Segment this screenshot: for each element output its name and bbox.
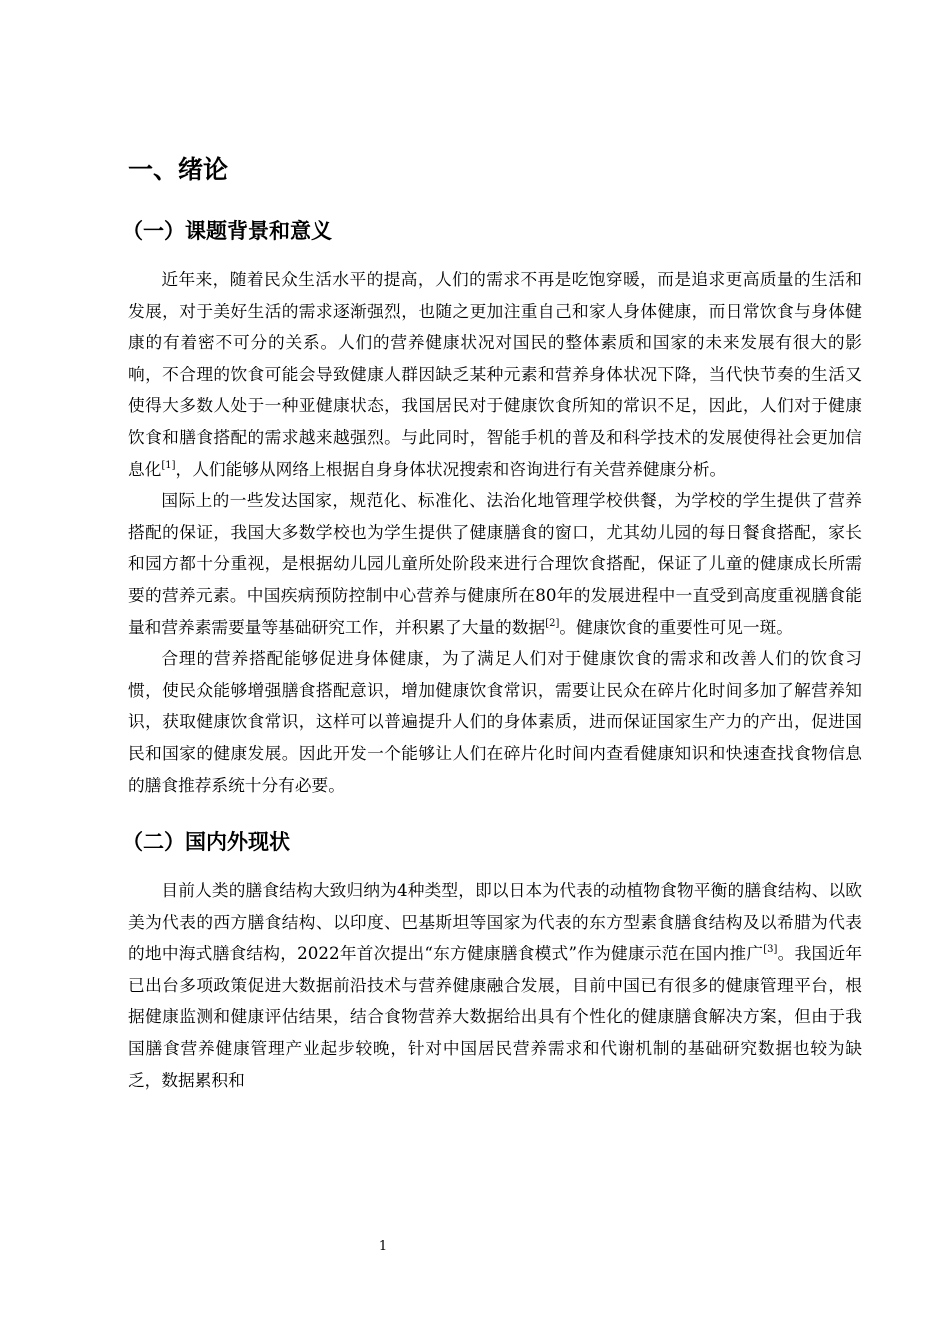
page-content: [122, 152, 863, 1096]
section-heading-status: （二）国内外现状: [122, 830, 290, 855]
section-heading-background: （一）课题背景和意义: [122, 219, 332, 243]
citation-ref-2[interactable]: [2]: [545, 617, 560, 629]
paragraph-text: ，人们能够从网络上根据自身身体状况搜索和咨询进行有关营养健康分析。: [175, 458, 727, 479]
chapter-title: 一、绪论: [128, 155, 229, 184]
paragraph-text: 目前人类的膳食结构大致归纳为4种类型，即以日本为代表的动植物食物平衡的膳食结构、以欧美为代表的西方膳食结构、以印度、巴基斯坦等国家为代表的东方型素食膳食结构及以希腊为代表的地中海式膳食结构，2022年首次提出“东方健康膳食模式”作为健康示范在国内推广: [128, 880, 862, 964]
paragraph-text: 近年来，随着民众生活水平的提高，人们的需求不再是吃饱穿暖，而是追求更高质量的生活和发展，对于美好生活的需求逐渐强烈，也随之更加注重自己和家人身体健康，而日常饮食与身体健康的有着密不可分的关系。人们的营养健康状况对国民的整体素质和国家的未来发展有很大的影响，不合理的饮食可能会导致健康人群因缺乏某种元素和营养身体状况下降，当代快节奏的生活又使得大多数人处于一种亚健康状态，我国居民对于健康饮食所知的常识不足，因此，人们对于健康饮食和膳食搭配的需求越来越强烈。与此同时，智能手机的普及和科学技术的发展使得社会更加信息化: [128, 269, 862, 479]
citation-ref-3[interactable]: [3]: [763, 944, 778, 956]
paragraph-text: 。健康饮食的重要性可见一斑。: [559, 616, 793, 637]
citation-ref-1[interactable]: [1]: [161, 459, 176, 471]
paragraph-background-1: [128, 264, 862, 485]
page-number: 1: [378, 1239, 388, 1254]
paragraph-background-2: [128, 485, 862, 643]
paragraph-status-1: [128, 875, 862, 1096]
paragraph-text: 。我国近年已出台多项政策促进大数据前沿技术与营养健康融合发展，目前中国已有很多的健康管理平台，根据健康监测和健康评估结果，结合食物营养大数据给出具有个性化的健康膳食解决方案，但由于我国膳食营养健康管理产业起步较晚，针对中国居民营养需求和代谢机制的基础研究数据也较为缺乏，数据累积和: [128, 943, 863, 1090]
paragraph-text: 国际上的一些发达国家，规范化、标准化、法治化地管理学校供餐，为学校的学生提供了营养搭配的保证，我国大多数学校也为学生提供了健康膳食的窗口，尤其幼儿园的每日餐食搭配，家长和园方都十分重视，是根据幼儿园儿童所处阶段来进行合理饮食搭配，保证了儿童的健康成长所需要的营养元素。中国疾病预防控制中心营养与健康所在80年的发展进程中一直受到高度重视膳食能量和营养素需要量等基础研究工作，并积累了大量的数据: [128, 490, 862, 637]
paragraph-background-3: 合理的营养搭配能够促进身体健康，为了满足人们对于健康饮食的需求和改善人们的饮食习惯，使民众能够增强膳食搭配意识，增加健康饮食常识，需要让民众在碎片化时间多加了解营养知识，获取健康饮食常识，这样可以普遍提升人们的身体素质，进而保证国家生产力的产出，促进国民和国家的健康发展。因此开发一个能够让人们在碎片化时间内查看健康知识和快速查找食物信息的膳食推荐系统十分有必要。: [128, 648, 862, 795]
